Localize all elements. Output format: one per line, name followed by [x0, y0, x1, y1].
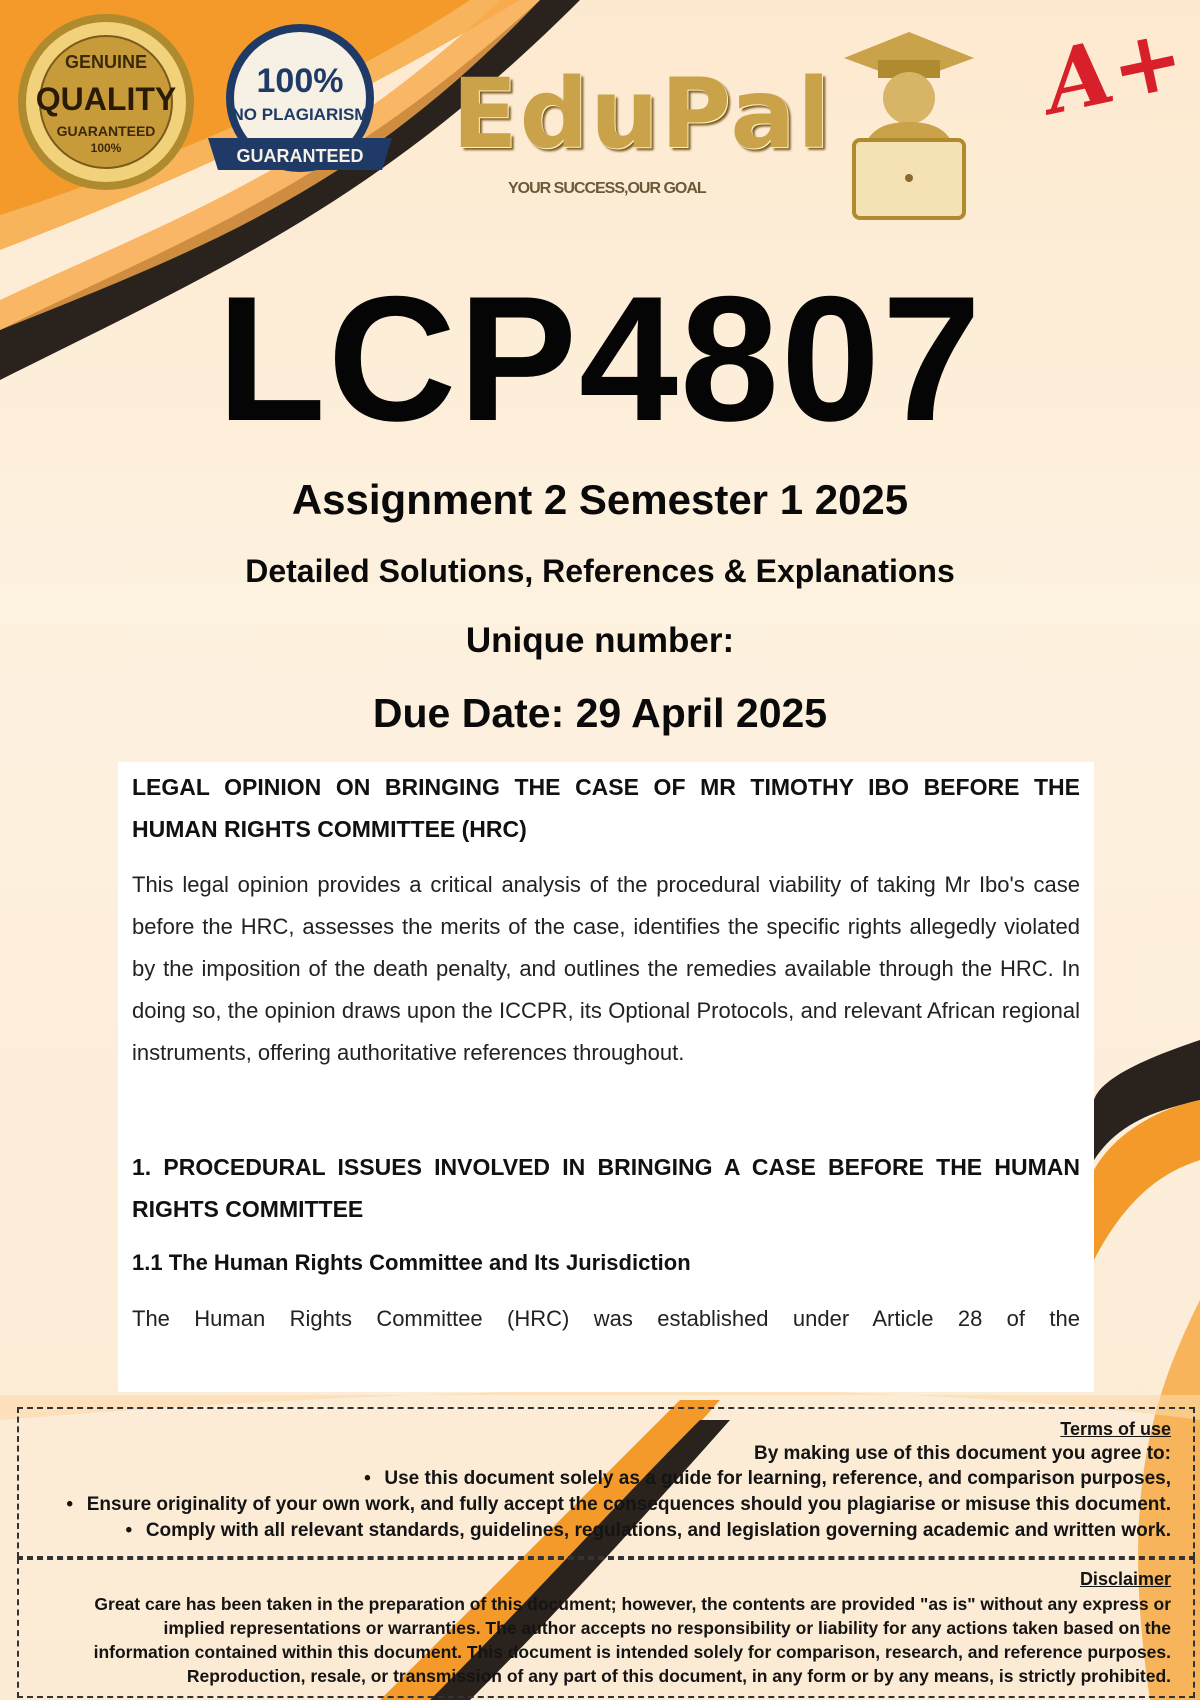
- unique-number-label: Unique number:: [465, 621, 735, 660]
- badge-text-no-plagiarism: NO PLAGIARISM: [231, 105, 369, 124]
- terms-title: Terms of use: [1060, 1419, 1171, 1439]
- terms-item-text: Use this document solely as a guide for learning, reference, and comparison purposes,: [384, 1468, 1171, 1489]
- a-plus-grade: A+: [1036, 6, 1193, 135]
- terms-item: [33, 1492, 1171, 1518]
- terms-intro: By making use of this document you agree to:: [753, 1443, 1171, 1464]
- badge-text-guaranteed: GUARANTEED: [236, 146, 364, 166]
- course-code: LCP4807: [217, 259, 983, 458]
- logo-tagline: YOUR SUCCESS,OUR GOAL: [508, 180, 706, 197]
- terms-item: [33, 1518, 1171, 1544]
- assignment-title: Assignment 2 Semester 1 2025: [291, 476, 909, 523]
- disclaimer-box: [17, 1558, 1195, 1698]
- bullet-icon: •: [66, 1494, 74, 1515]
- document-excerpt: [118, 762, 1094, 1392]
- no-plagiarism-badge: [200, 20, 400, 190]
- terms-item-text: Ensure originality of your own work, and fully accept the consequences should you plagiarise or misuse this document.: [86, 1494, 1171, 1515]
- seal-text-genuine: GENUINE: [64, 52, 148, 72]
- disclaimer-line: Reproduction, resale, or transmission of any part of this document, in any form or by any means, is strictly prohibited.: [186, 1666, 1171, 1686]
- section-1-1-text: The Human Rights Committee (HRC) was established under Article 28 of the: [132, 1306, 1080, 1331]
- seal-text-guaranteed: GUARANTEED: [56, 123, 156, 139]
- disclaimer-title: Disclaimer: [1079, 1569, 1171, 1589]
- disclaimer-line: information contained within this document. This document is intended solely for comparison, research, and reference purposes.: [93, 1642, 1171, 1662]
- terms-item: [33, 1466, 1171, 1492]
- graduate-laptop-icon: [834, 30, 984, 230]
- terms-item-text: Comply with all relevant standards, guidelines, regulations, and legislation governing academic and written work.: [145, 1520, 1171, 1541]
- opinion-heading: LEGAL OPINION ON BRINGING THE CASE OF MR TIMOTHY IBO BEFORE THE HUMAN RIGHTS COMMITTEE (HRC): [132, 774, 1080, 842]
- seal-text-percent: 100%: [90, 141, 122, 155]
- section-1-1-heading: 1.1 The Human Rights Committee and Its Jurisdiction: [132, 1250, 691, 1275]
- disclaimer-line: implied representations or warranties. The author accepts no responsibility or liability for any actions taken based on the: [163, 1618, 1171, 1638]
- section-1-heading: 1. PROCEDURAL ISSUES INVOLVED IN BRINGING A CASE BEFORE THE HUMAN RIGHTS COMMITTEE: [132, 1154, 1080, 1222]
- opinion-intro-paragraph: This legal opinion provides a critical analysis of the procedural viability of taking Mr Ibo's case before the HRC, assesses the merits of the case, identifies the specific rights allegedly violated by the imposition of the death penalty, and outlines the remedies available through the HRC. In doing so, the opinion draws upon the ICCPR, its Optional Protocols, and relevant African regional instruments, offering authoritative references throughout.: [132, 872, 1080, 1065]
- logo-wordmark: EduPal: [452, 58, 833, 170]
- badge-text-percent: 100%: [256, 62, 344, 100]
- due-date: Due Date: 29 April 2025: [372, 690, 828, 736]
- disclaimer-line: Great care has been taken in the preparation of this document; however, the contents are provided "as is" without any express or: [94, 1594, 1171, 1614]
- seal-text-quality: QUALITY: [35, 81, 177, 117]
- cover-subtitle: Detailed Solutions, References & Explanations: [245, 553, 955, 589]
- edupal-logo: [452, 58, 833, 198]
- bullet-icon: •: [364, 1468, 371, 1489]
- terms-of-use-box: [17, 1407, 1195, 1558]
- quality-guaranteed-seal: [14, 10, 198, 194]
- bullet-icon: •: [125, 1520, 133, 1541]
